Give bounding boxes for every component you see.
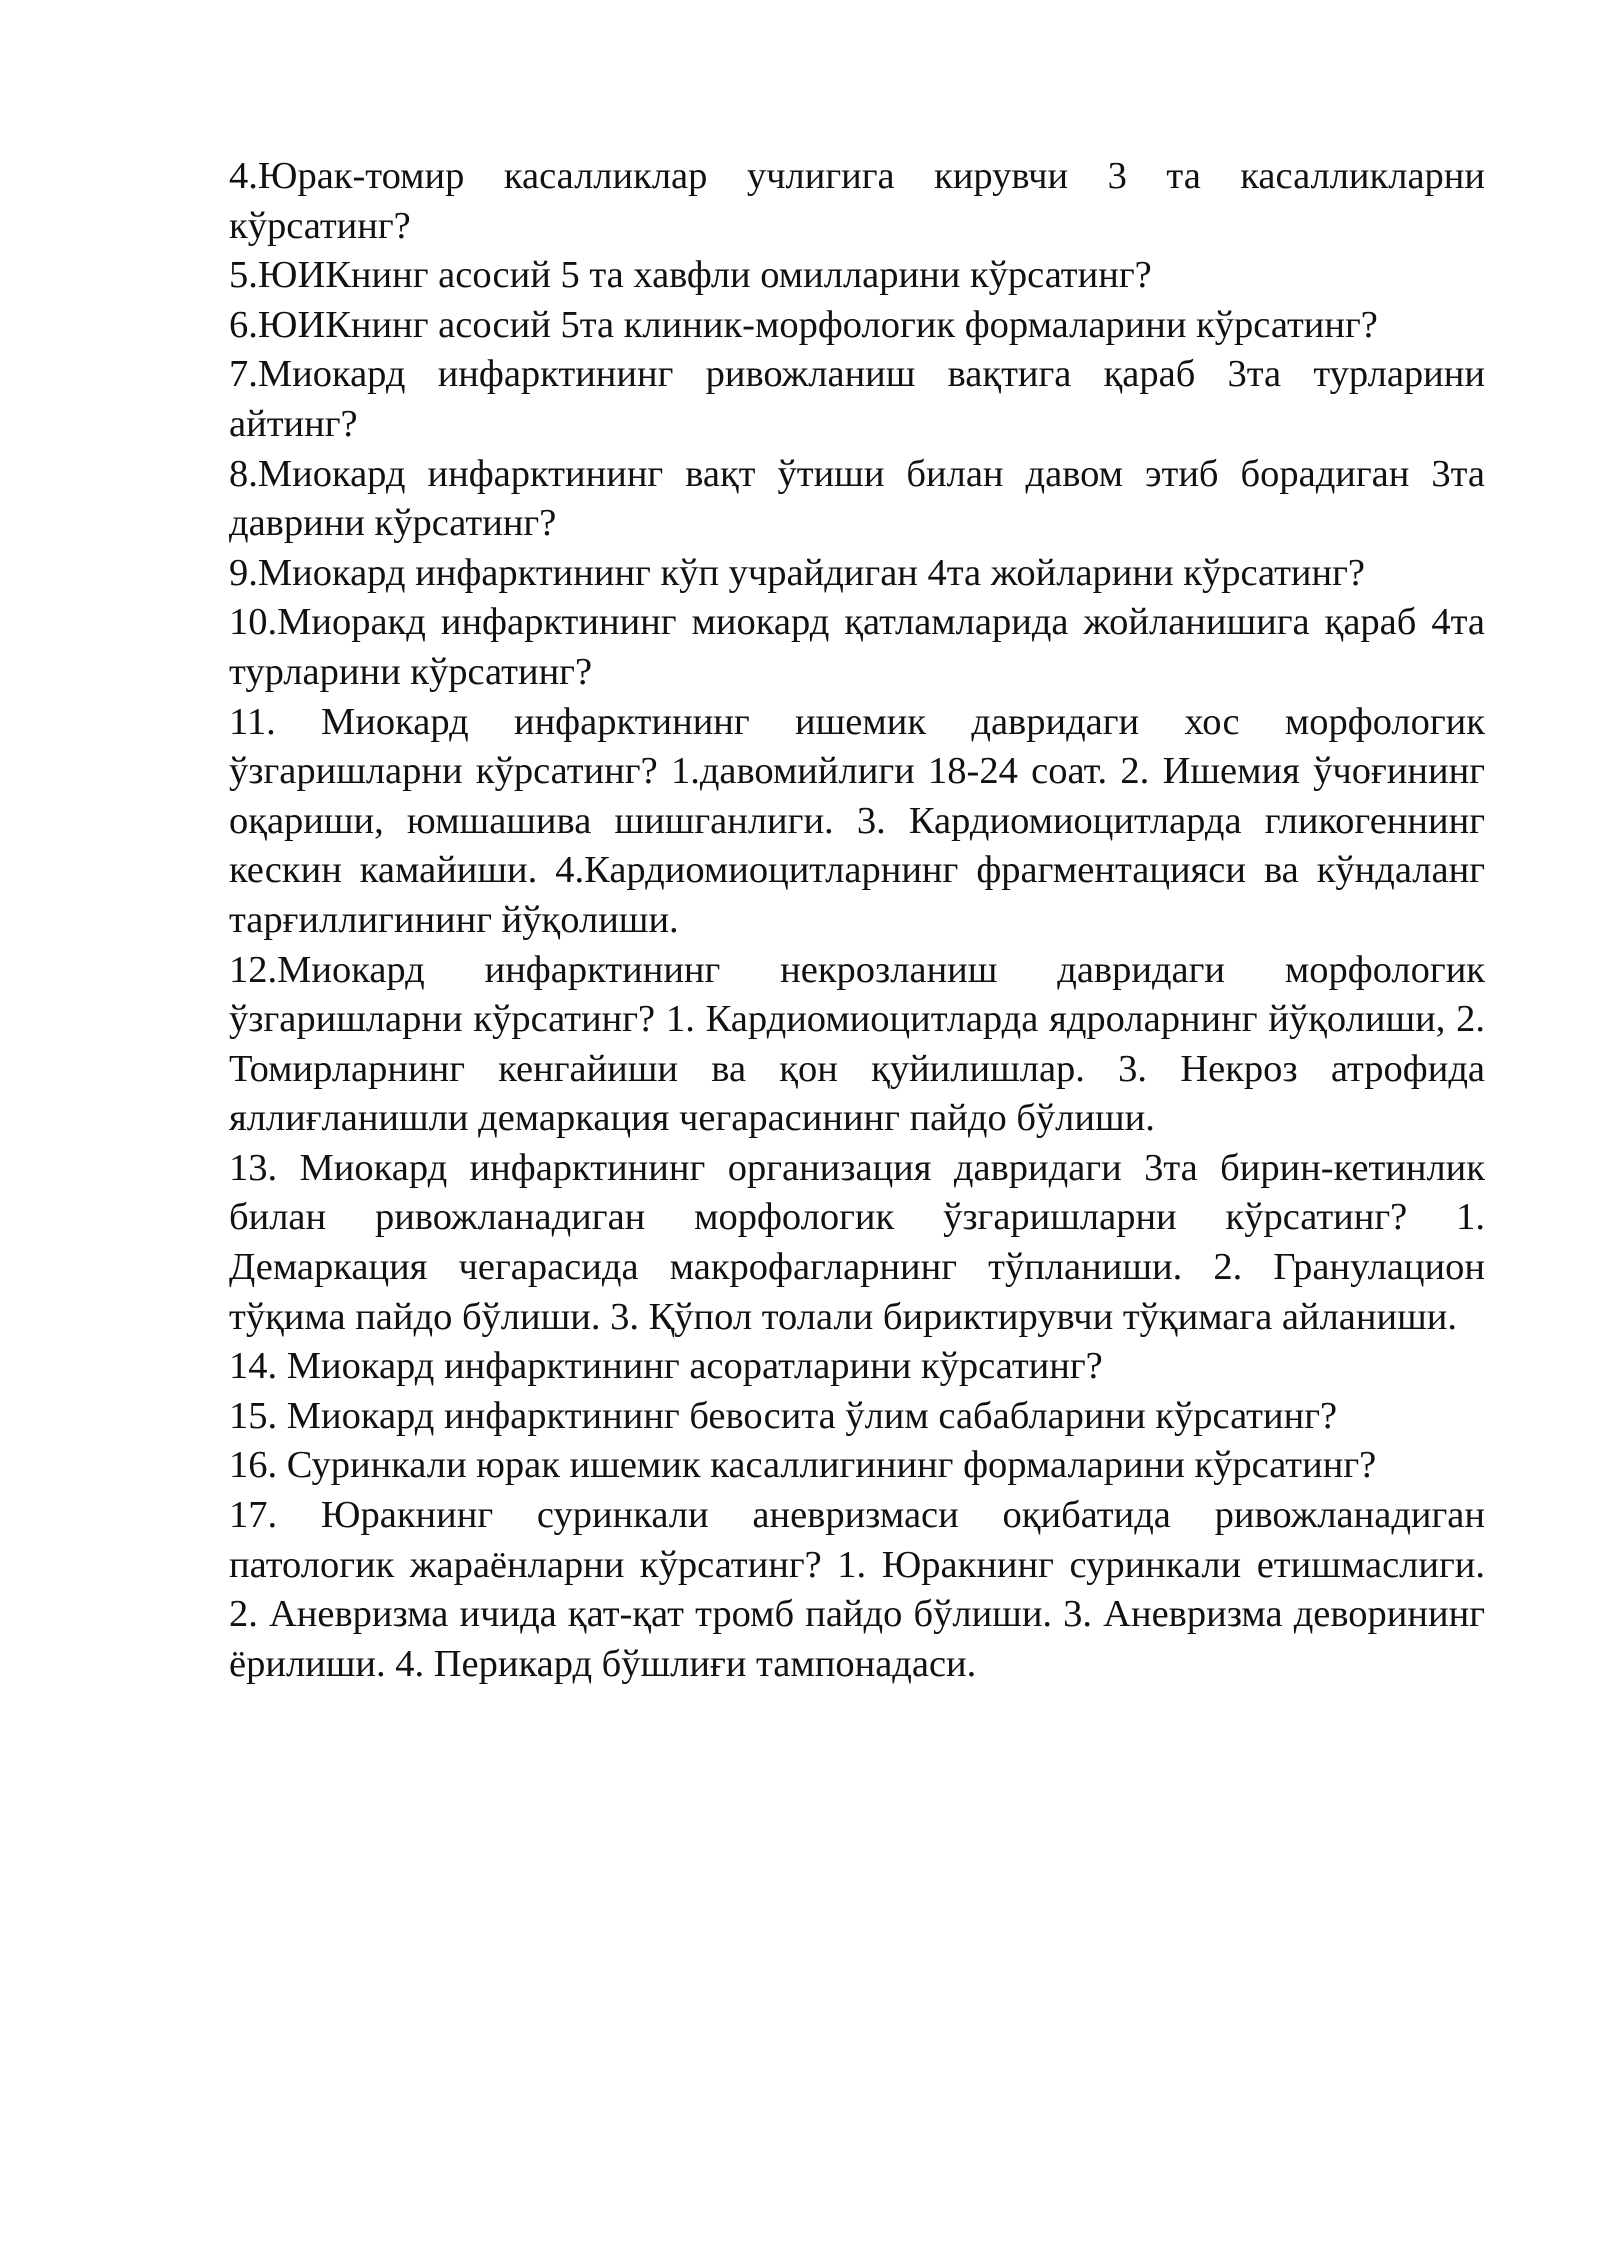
question-item: 17. Юракнинг суринкали аневризмаси оқибатида ривожланадиган патологик жараёнларни кўрсатинг? 1. Юракнинг суринкали етишмаслиги. 2. Аневризма ичида қат-қат тромб пайдо бўлиши. 3. Аневризма деворининг ёрилиши. 4. Перикард бўшлиғи тампонадаси.	[229, 1494, 1485, 1685]
question-item: 9.Миокард инфарктининг кўп учрайдиган 4та жойларини кўрсатинг?	[229, 551, 1366, 594]
question-item: 15. Миокард инфарктининг бевосита ўлим сабабларини кўрсатинг?	[229, 1394, 1338, 1437]
question-list	[229, 152, 1485, 1689]
question-item: 7.Миокард инфарктининг ривожланиш вақтига қараб 3та турларини айтинг?	[229, 353, 1485, 445]
question-item: 8.Миокард инфарктининг вақт ўтиши билан давом этиб борадиган 3та даврини кўрсатинг?	[229, 452, 1485, 545]
question-item: 4.Юрак-томир касалликлар учлигига кирувчи 3 та касалликларни кўрсатинг?	[229, 155, 1485, 247]
question-item: 16. Суринкали юрак ишемик касаллигининг формаларини кўрсатинг?	[229, 1444, 1377, 1487]
question-item: 14. Миокард инфарктининг асоратларини кўрсатинг?	[229, 1345, 1103, 1388]
question-item: 13. Миокард инфарктининг организация давридаги 3та бирин-кетинлик билан ривожланадиган морфологик ўзгаришларни кўрсатинг? 1. Демаркация чегарасида макрофагларнинг тўпланиши. 2. Гранулацион тўқима пайдо бўлиши. 3. Қўпол толали бириктирувчи тўқимага айланиши.	[229, 1146, 1485, 1338]
question-item: 12.Миокард инфарктининг некрозланиш давридаги морфологик ўзгаришларни кўрсатинг? 1. Кардиомиоцитларда ядроларнинг йўқолиши, 2. Томирларнинг кенгайиши ва қон қуйилишлар. 3. Некроз атрофида яллиғланишли демаркация чегарасининг пайдо бўлиши.	[229, 948, 1485, 1140]
question-item: 6.ЮИКнинг асосий 5та клиник-морфологик формаларини кўрсатинг?	[229, 303, 1378, 346]
question-item: 11. Миокард инфарктининг ишемик давридаги хос морфологик ўзгаришларни кўрсатинг? 1.давомийлиги 18-24 соат. 2. Ишемия ўчоғининг оқариши, юмшашива шишганлиги. 3. Кардиомиоцитларда гликогеннинг кескин камайиши. 4.Кардиомиоцитларнинг фрагментацияси ва кўндаланг тарғиллигининг йўқолиши.	[229, 700, 1485, 941]
question-item: 5.ЮИКнинг асосий 5 та хавфли омилларини кўрсатинг?	[229, 254, 1152, 297]
question-item: 10.Миоракд инфарктининг миокард қатламларида жойланишига қараб 4та турларини кўрсатинг?	[229, 601, 1485, 693]
